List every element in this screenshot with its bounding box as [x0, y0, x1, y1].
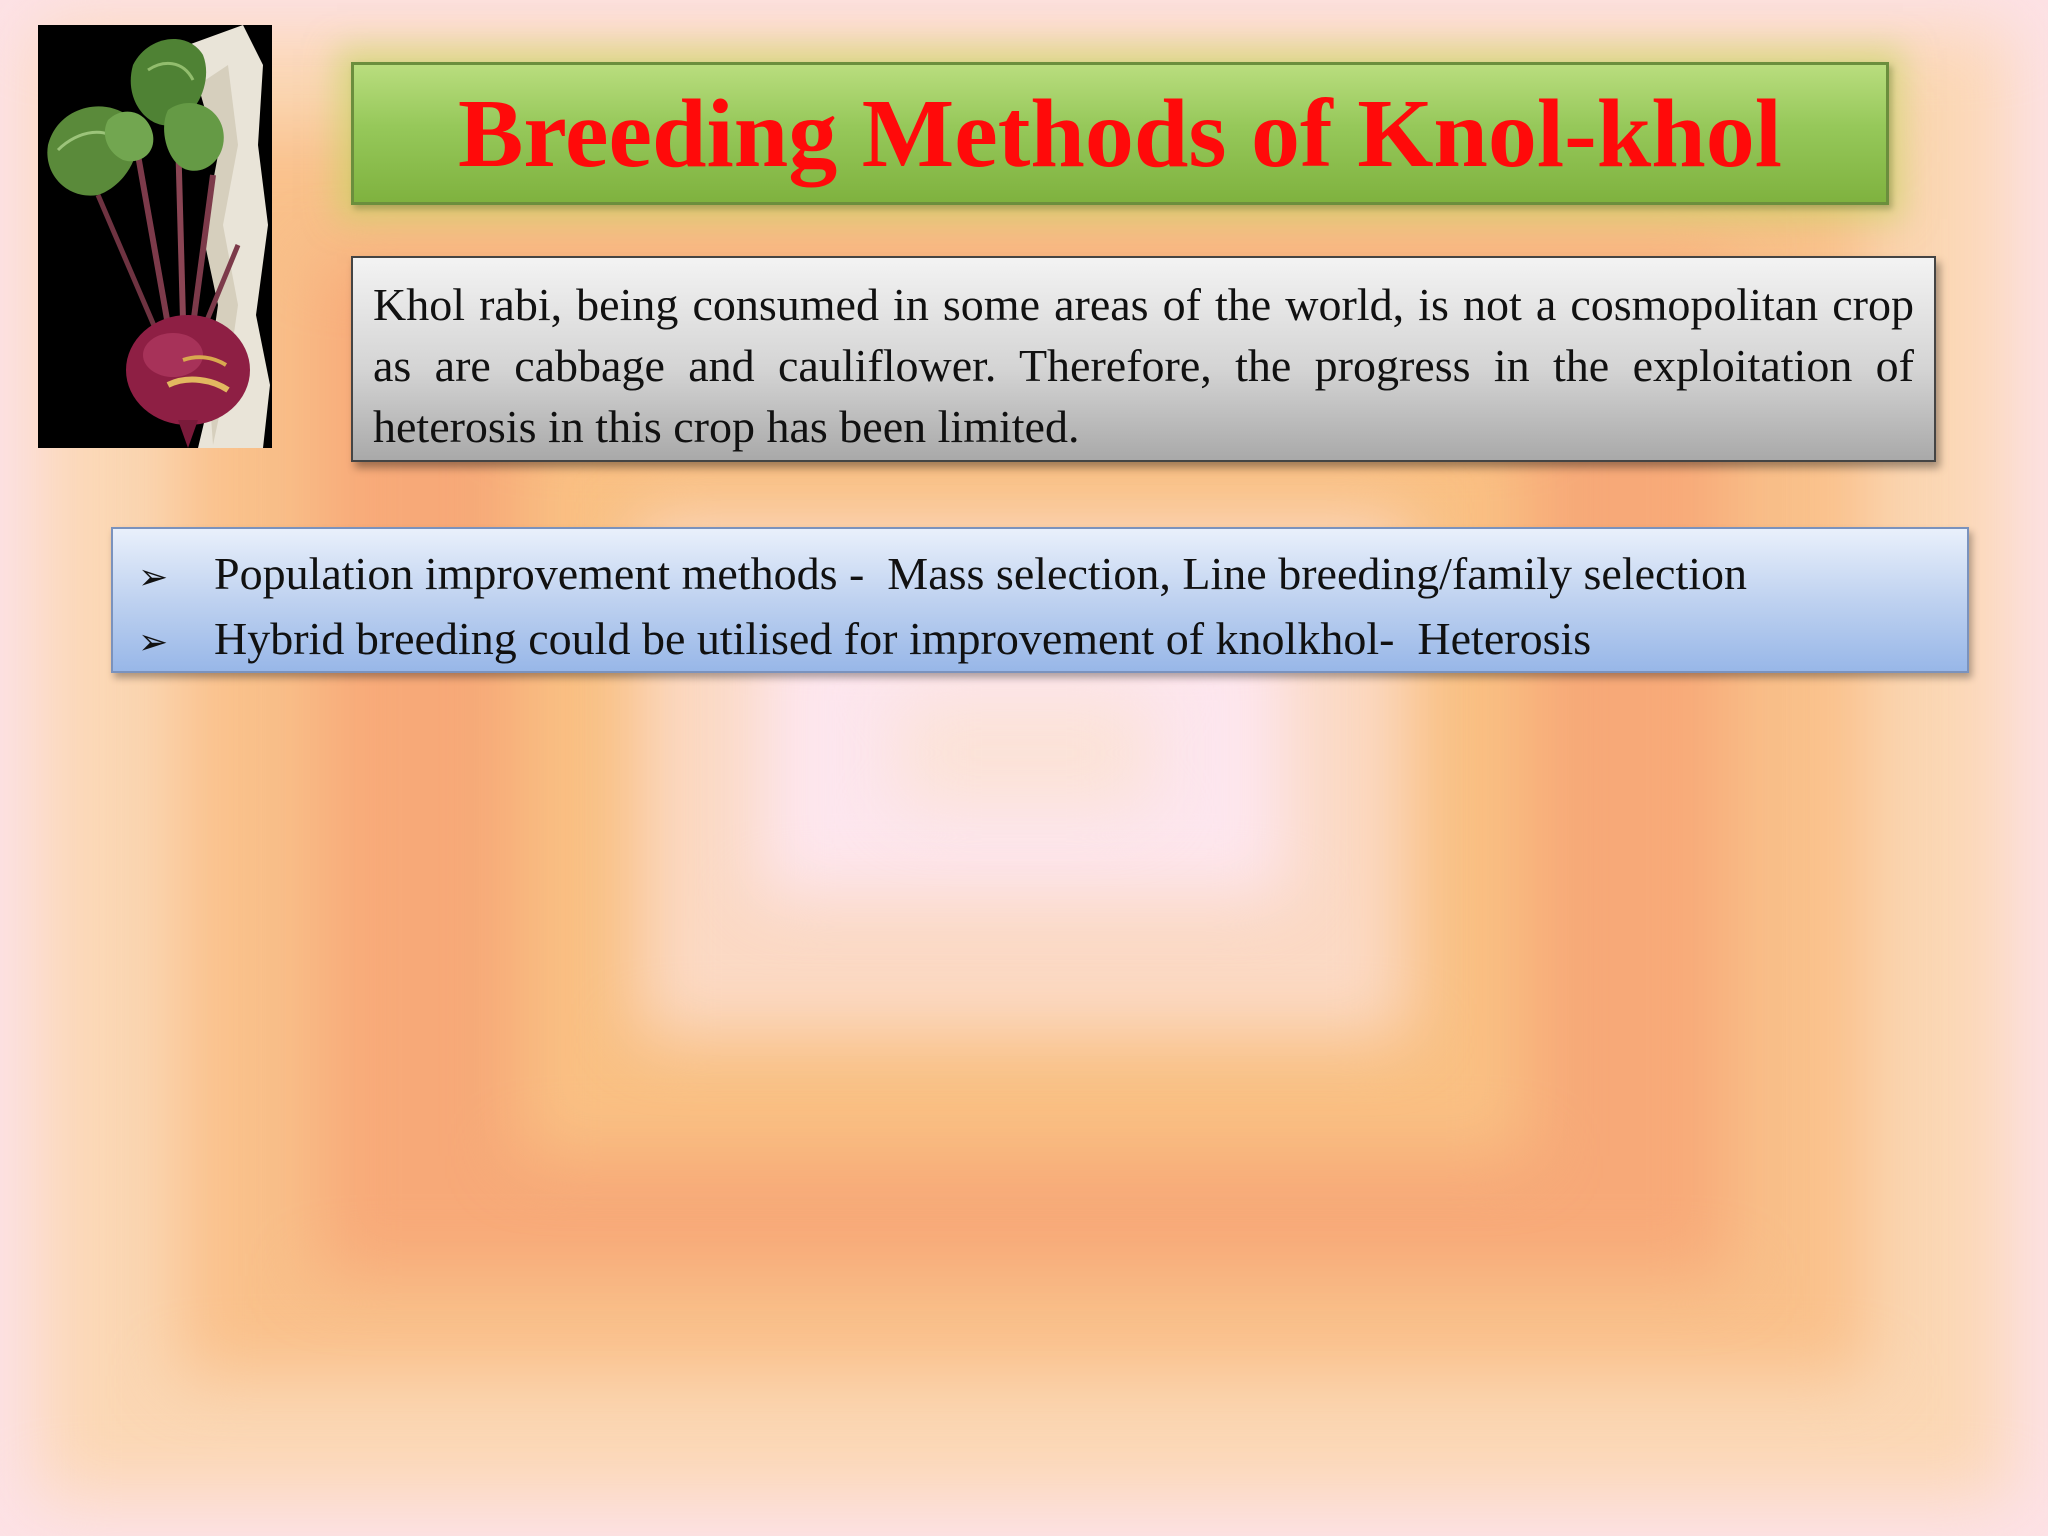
arrow-bullet-icon: ➢	[138, 557, 169, 598]
bullet-list	[111, 527, 1969, 673]
bullet-text-population: Population improvement methods - Mass selection, Line breeding/family selection	[214, 548, 1748, 599]
arrow-bullet-icon: ➢	[138, 622, 169, 663]
intro-box	[351, 256, 1936, 462]
list-item	[138, 608, 1947, 673]
list-item	[138, 543, 1947, 608]
intro-paragraph: Khol rabi, being consumed in some areas of the world, is not a cosmopolitan crop as are cabbage and cauliflower. Therefore, the progress in the exploitation of heterosis in this crop has been limited.	[373, 279, 1914, 452]
title-box	[351, 62, 1889, 205]
slide-title: Breeding Methods of Knol-khol	[457, 79, 1783, 188]
bullet-text-hybrid: Hybrid breeding could be utilised for improvement of knolkhol- Heterosis	[214, 613, 1592, 664]
knol-khol-plant-icon	[38, 25, 272, 448]
